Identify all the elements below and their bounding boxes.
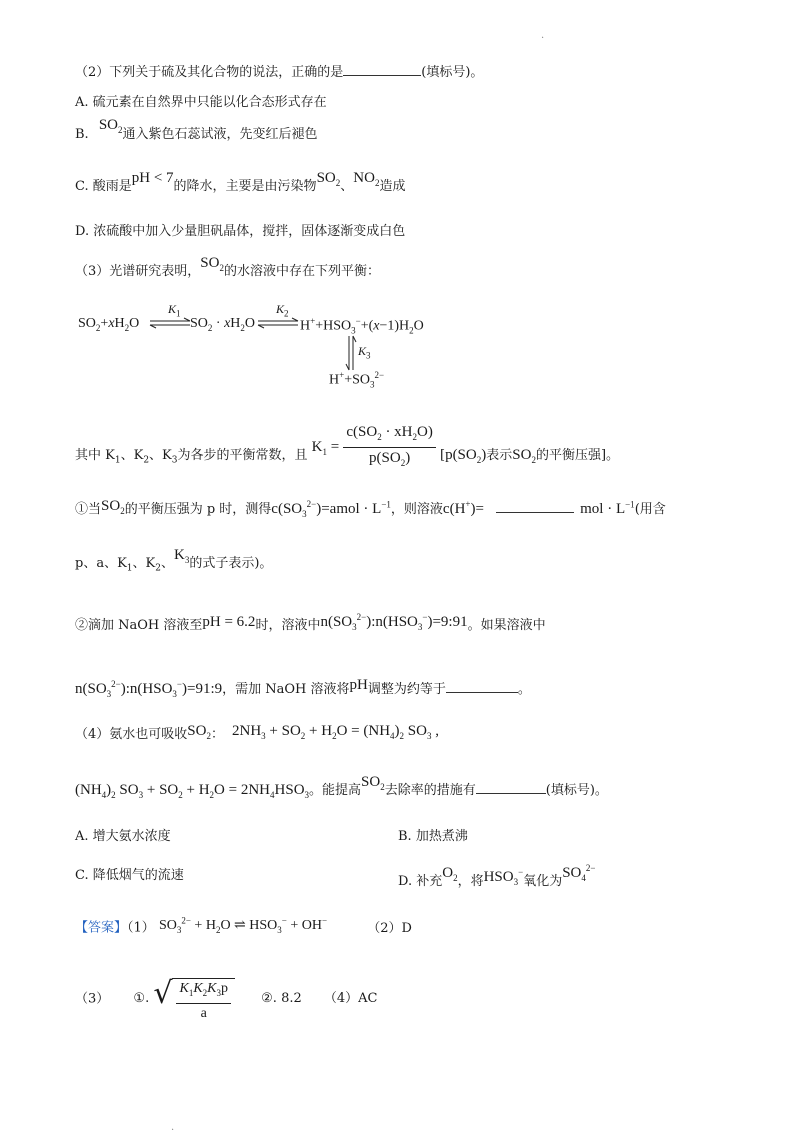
q3-part2: [75, 610, 546, 640]
part2-text: 。: [517, 682, 531, 697]
q3-stem-text: （3）光谱研究表明，: [75, 264, 201, 279]
hso3-formula: $HSO_3^-$: [483, 867, 524, 887]
q2-option-d: D. 浓硫酸中加入少量胆矾晶体，搅拌，固体逐渐变成白色: [75, 224, 406, 239]
part1-text: 的式子表示)。: [189, 556, 273, 571]
q3-part2-blank: [446, 680, 518, 693]
where-text: 的平衡压强]。: [535, 448, 620, 463]
scan-dot: .: [541, 30, 545, 41]
q3-part2-cont: [75, 674, 531, 704]
k3-label: $K_3$: [358, 344, 371, 361]
where-text: 为各步的平衡常数，且: [177, 448, 308, 463]
q2-option-c-label: C. 酸雨是: [75, 179, 132, 194]
q4-option-d-text: D. 补充: [398, 874, 443, 889]
answer-line-2: [75, 974, 378, 1024]
part1-text: ①当: [75, 502, 102, 517]
part1-text: p、a、K: [75, 556, 127, 571]
q2-stem-text: （2）下列关于硫及其化合物的说法，正确的是: [75, 65, 344, 80]
answer-part3-label: （3）: [75, 991, 110, 1007]
answer-tag: 【答案】: [75, 920, 128, 936]
part2-text: 。如果溶液中: [467, 618, 546, 633]
answer-line-1: [75, 913, 412, 942]
answer-part3-i: ①.: [133, 991, 150, 1007]
eq-so2-xh2o: $SO_2+xH_2O$: [78, 316, 140, 333]
q4-line2: [75, 774, 608, 805]
q3-part1: ①当$SO_2$的平衡压强为 p 时，测得$c(SO_3^{2-})=amol \cdot L^{-1}$，则溶液c(H+)= mol · $L^{-1}$(用含: [75, 498, 666, 519]
where-text: 、K: [120, 448, 144, 463]
k2-label: $K_2$: [276, 302, 289, 319]
answer-part2: （2）D: [367, 920, 412, 936]
part2-text: ②滴加 NaOH 溶液至: [75, 618, 203, 633]
ph-symbol: pH: [349, 677, 368, 693]
p-so2: $p(SO_2)$: [445, 447, 487, 465]
q2-option-c-sep: 、: [340, 179, 354, 194]
equilibrium-arrows: [0, 0, 800, 420]
eq-h-so3: $H^++SO_3^{2-}$: [329, 370, 385, 390]
q4-text: (填标号)。: [545, 783, 608, 798]
so2-formula: $SO_2$: [98, 117, 123, 135]
q4-option-d: [398, 863, 596, 896]
ratio-2-value: =91:9: [187, 681, 223, 697]
q2-option-c-end: 造成: [379, 179, 406, 194]
part1-text: ，则溶液: [390, 502, 443, 517]
q3-where: 其中 $K_1$、$K_2$、$K_3$为各步的平衡常数，且 $K_1$ = $\frac{c(SO_2 \cdot xH_2O)}{p(SO_2)}$ [$p(SO_2)$表示$SO_2$的平衡压强]。: [75, 430, 619, 481]
answer-sqrt-expression: √ $\frac{K_1K_2K_3p}{a}$: [153, 974, 235, 1024]
q4-stem-text: （4）氨水也可吸收: [75, 727, 188, 742]
part1-value: =amol · L: [321, 501, 382, 517]
o2-formula: $O_2$: [442, 865, 458, 883]
where-text: 其中 K: [75, 448, 115, 463]
q3-stem-end: 的水溶液中存在下列平衡：: [223, 264, 380, 279]
q4-text: 。能提高: [309, 783, 362, 798]
q4-option-c: C. 降低烟气的流速: [75, 868, 184, 883]
q4-option-a: A. 增大氨水浓度: [75, 829, 171, 844]
k1-symbol: $K_1$ =: [311, 439, 340, 457]
answer-part4: （4）AC: [323, 991, 378, 1007]
ratio-2: $n(SO_3^{2-}):n(HSO_3^-)$: [75, 679, 187, 699]
q4-stem: [75, 724, 439, 749]
ratio-1: $n(SO_3^{2-}):n(HSO_3^-)$: [320, 612, 433, 632]
so2-formula: $SO_2$: [512, 447, 536, 465]
part1-text: (用含: [634, 502, 666, 517]
answer-part3-ii: ②. 8.2: [261, 991, 302, 1007]
where-text: 、K: [149, 448, 172, 463]
so2-formula: $SO_2$: [101, 498, 125, 516]
k1-label: $K_1$: [168, 302, 181, 319]
so2-formula: $SO_2$: [200, 255, 224, 273]
q3-part1-cont: p、a、$K_1$、$K_2$、$K_3$的式子表示)。: [75, 547, 273, 574]
c-h: c(H+): [442, 499, 476, 517]
hydrolysis-equation: $SO_3^{2-} + H_2O$ ⇌ $HSO_3^- + OH^-$: [158, 915, 328, 935]
answer-part1-label: （1）: [127, 920, 155, 936]
q3-part1-blank: [496, 500, 574, 513]
eq-so2-hydrate: $SO_2 \cdot xH_2O$: [190, 316, 256, 333]
part1-unit: mol · L: [580, 501, 626, 517]
where-text: 表示: [486, 448, 513, 463]
q2-option-c-mid: 的降水，主要是由污染物: [173, 179, 317, 194]
q2-option-b-label: B.: [75, 127, 89, 142]
part1-text: 的平衡压强为 p 时，测得: [124, 502, 272, 517]
q4-text: 去除率的措施有: [384, 783, 476, 798]
where-text: [: [439, 448, 446, 463]
q2-option-a: A. 硫元素在自然界中只能以化合态形式存在: [75, 95, 327, 110]
q4-option-d-text: 氧化为: [523, 874, 563, 889]
part2-text: 时，溶液中: [255, 618, 321, 633]
part2-text: ，需加 NaOH 溶液将: [222, 682, 350, 697]
reaction-1: $2NH_3 + SO_2 + H_2O = (NH_4)_2$ $SO_3$ ,: [231, 723, 439, 741]
q4-option-d-text: ，将: [457, 874, 484, 889]
part1-text: =: [475, 501, 484, 517]
ratio-1-value: =9:91: [432, 614, 468, 630]
c-so3: $c(SO_3^{2-})$: [271, 499, 322, 519]
reaction-2: $(NH_4)_2$ $SO_3 + SO_2 + H_2O = 2NH_4HSO_3$: [75, 782, 310, 800]
q2-stem-end: (填标号)。: [421, 65, 484, 80]
q2-option-b-text: 通入紫色石蕊试液，先变红后褪色: [122, 127, 318, 142]
q4-stem-text: ：: [210, 727, 224, 742]
q4-option-b: B. 加热煮沸: [398, 829, 468, 844]
so2-formula: $SO_2$: [316, 170, 341, 188]
so2-formula: $SO_2$: [361, 774, 385, 792]
no2-formula: $NO_2$: [353, 170, 380, 188]
q4-answer-blank: [476, 781, 546, 794]
part2-text: 调整为约等于: [367, 682, 446, 697]
k1-fraction: $\frac{c(SO_2 \cdot xH_2O)}{p(SO_2)}$: [343, 422, 435, 473]
so4-formula: $SO_4^{2-}$: [562, 863, 596, 883]
ph-value: pH = 6.2: [202, 614, 256, 630]
scan-dot: .: [171, 1122, 175, 1133]
eq-h-hso3: $H^++HSO_3^-+(x-1)H_2O$: [300, 316, 424, 336]
ph-formula: pH < 7: [131, 170, 174, 186]
so2-formula: $SO_2$: [187, 723, 211, 741]
